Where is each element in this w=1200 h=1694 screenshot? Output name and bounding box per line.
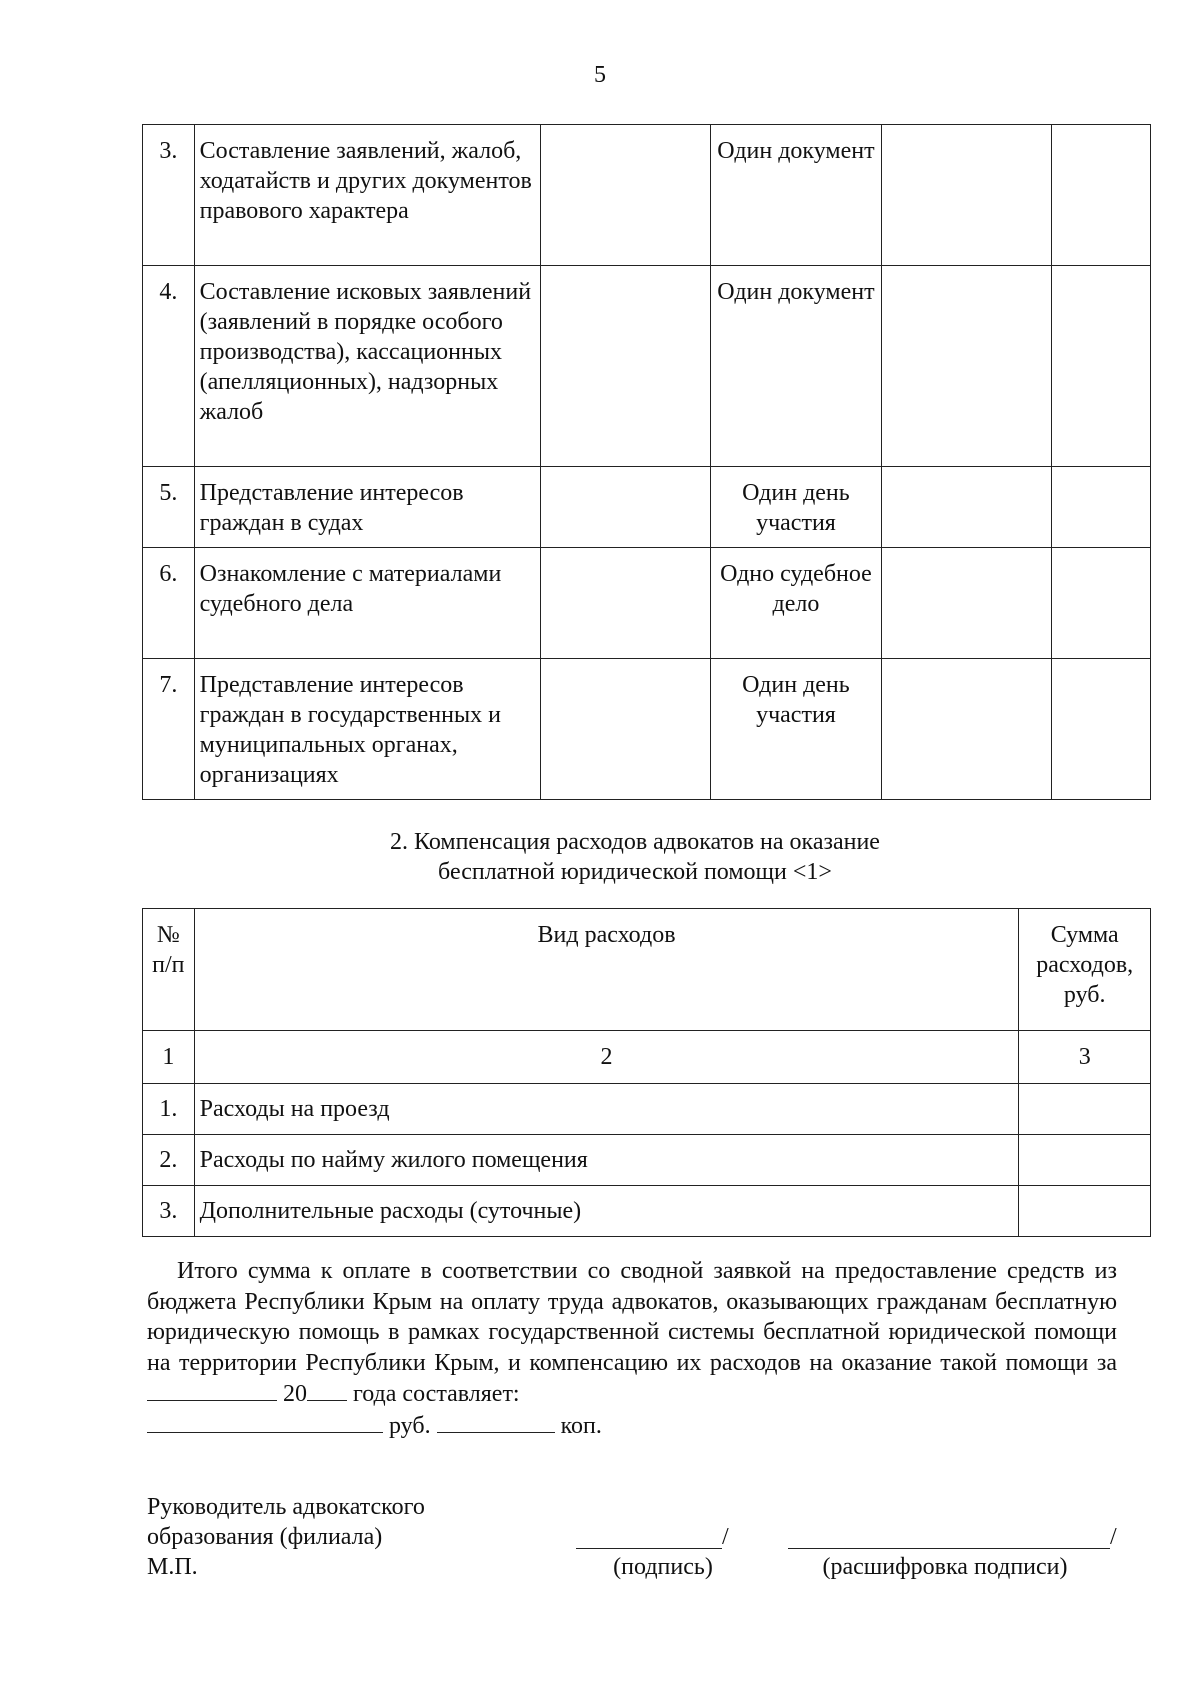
table-row [143,1084,1151,1135]
summary-text: Итого сумма к оплате в соответствии со сводной заявкой на предоставление средств из бюджета Республики Крым на оплату труда адвокатов, оказывающих гражданам бесплатную юридическую помощь в рамках государственной системы бесплатной юридической помощи на территории Республики Крым, и компенсацию их расходов на оказание такой помощи за [147,1258,1117,1376]
service-name: Представление интересов граждан в государственных и муниципальных органах, организациях [194,659,540,800]
kop-blank [437,1410,555,1433]
column-number: 1 [143,1031,195,1084]
empty-cell [882,266,1052,467]
empty-cell [1052,125,1151,266]
service-name: Составление заявлений, жалоб, ходатайств и других документов правового характера [194,125,540,266]
period-blank [147,1378,277,1401]
header-number-line: п/п [152,952,185,978]
empty-cell [882,467,1052,548]
empty-cell [1052,659,1151,800]
header-kind: Вид расходов [194,909,1019,1031]
row-number: 2. [143,1135,195,1186]
year-prefix: 20 [283,1381,307,1407]
table-row [143,548,1151,659]
header-sum-line: расходов, [1036,952,1134,978]
empty-cell [1052,467,1151,548]
row-number: 5. [143,467,195,548]
decoding-slash: / [1110,1524,1117,1550]
header-number-line: № [156,922,180,948]
rub-blank [147,1410,383,1433]
row-number: 3. [143,1186,195,1237]
empty-cell [1052,548,1151,659]
service-name: Составление исковых заявлений (заявлений в порядке особого производства), кассационных (апелляционных), надзорных жалоб [194,266,540,467]
empty-cell [540,467,710,548]
table-row [143,125,1151,266]
expense-kind: Расходы по найму жилого помещения [194,1135,1019,1186]
row-number: 4. [143,266,195,467]
empty-cell [540,659,710,800]
expense-sum [1019,1135,1151,1186]
table-header-row [143,909,1151,1031]
service-unit: Один документ [710,125,881,266]
column-numbers-row [143,1031,1151,1084]
signature-line [576,1548,722,1549]
table-row [143,1186,1151,1237]
signature-slash: / [722,1524,729,1550]
service-name: Ознакомление с материалами судебного дела [194,548,540,659]
expense-sum [1019,1084,1151,1135]
expense-kind: Расходы на проезд [194,1084,1019,1135]
column-number: 2 [194,1031,1019,1084]
empty-cell [540,548,710,659]
signature-caption: (подпись) [613,1554,713,1580]
section-heading [0,827,1200,887]
expense-kind: Дополнительные расходы (суточные) [194,1186,1019,1237]
stamp-label: М.П. [147,1554,198,1580]
year-suffix: года составляет: [353,1381,520,1407]
empty-cell [882,125,1052,266]
expenses-table [142,908,1151,1237]
header-sum-line: Сумма [1050,922,1119,948]
service-unit: Одно судебное дело [710,548,881,659]
empty-cell [882,548,1052,659]
signatory-role: образования (филиала) [147,1524,383,1550]
decoding-caption: (расшифровка подписи) [822,1554,1068,1580]
page-number: 5 [594,62,606,88]
header-sum [1019,909,1151,1031]
service-unit: Один документ [710,266,881,467]
empty-cell [540,125,710,266]
empty-cell [1052,266,1151,467]
expense-sum [1019,1186,1151,1237]
header-sum-line: руб. [1063,982,1106,1008]
row-number: 3. [143,125,195,266]
signatory-block [147,1492,425,1582]
services-table [142,124,1151,800]
rub-label: руб. [389,1412,431,1439]
empty-cell [882,659,1052,800]
empty-cell [540,266,710,467]
row-number: 7. [143,659,195,800]
table-row [143,1135,1151,1186]
section-heading-line: 2. Компенсация расходов адвокатов на оказание [390,829,880,855]
header-number [143,909,195,1031]
kop-label: коп. [560,1412,602,1439]
table-row [143,266,1151,467]
year-blank [307,1378,347,1401]
table-row [143,659,1151,800]
decoding-line [788,1548,1110,1549]
row-number: 1. [143,1084,195,1135]
row-number: 6. [143,548,195,659]
summary-paragraph [147,1256,1117,1441]
service-unit: Один день участия [710,659,881,800]
section-heading-line: бесплатной юридической помощи <1> [438,859,832,885]
table-row [143,467,1151,548]
service-name: Представление интересов граждан в судах [194,467,540,548]
signatory-role: Руководитель адвокатского [147,1494,425,1520]
service-unit: Один день участия [710,467,881,548]
column-number: 3 [1019,1031,1151,1084]
